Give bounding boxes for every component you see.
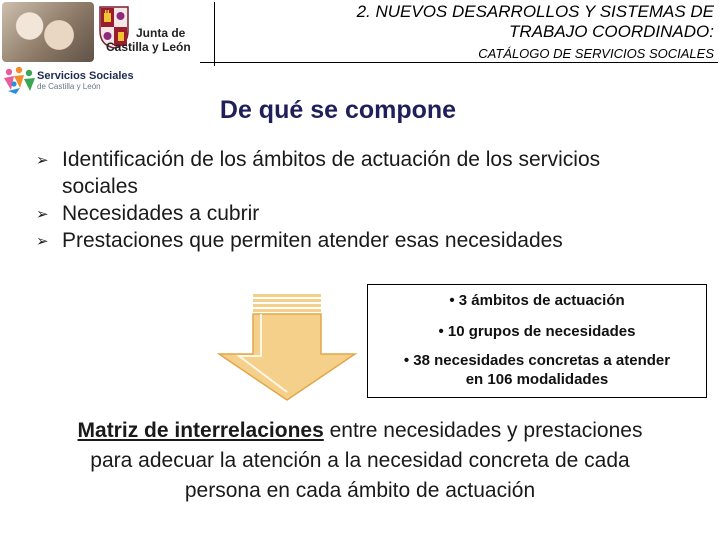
conclusion-line2: para adecuar la atención a la necesidad concreta de cada [90,449,630,472]
header-photo [2,2,94,62]
summary-item: • 3 ámbitos de actuación [449,292,625,309]
bullet-item [36,146,706,200]
servicios-sociales-logo-title: Servicios Sociales [37,70,134,82]
arrowhead-bullet-icon: ➢ [36,233,49,250]
bullet-list [36,146,706,254]
summary-item-continuation: en 106 modalidades [465,371,609,388]
bullet-text-line2: sociales [62,175,138,198]
down-arrow-icon [215,292,365,402]
bullet-item [36,227,706,254]
header-title-line2: TRABAJO COORDINADO: [509,22,714,41]
header-title-line1: 2. NUEVOS DESARROLLOS Y SISTEMAS DE [356,2,714,21]
arrowhead-bullet-icon: ➢ [36,152,49,169]
arrowhead-bullet-icon: ➢ [36,206,49,223]
conclusion-paragraph [22,416,698,506]
bullet-text: Prestaciones que permiten atender esas necesidades [62,229,563,252]
matrix-term: Matriz de interrelaciones [77,419,324,442]
junta-logo-line2: Castilla y León [106,40,191,54]
summary-item: • 10 grupos de necesidades [438,323,636,340]
header-horizontal-divider [200,62,718,63]
summary-item: • 38 necesidades concretas a atender [403,352,671,369]
junta-logo-line1: Junta de [136,26,186,40]
bullet-item [36,200,706,227]
conclusion-line1-rest: entre necesidades y prestaciones [323,419,643,442]
slide-heading: De qué se compone [219,96,457,124]
bullet-text-line1: Identificación de los ámbitos de actuación de los servicios [62,148,601,171]
summary-box [367,284,707,398]
bullet-text: Necesidades a cubrir [62,202,260,225]
servicios-sociales-figures-icon [2,64,38,94]
header-vertical-divider [214,2,215,66]
servicios-sociales-logo-subtitle: de Castilla y León [37,82,101,91]
conclusion-line3: persona en cada ámbito de actuación [184,479,536,502]
header-subtitle: CATÁLOGO DE SERVICIOS SOCIALES [478,46,714,61]
